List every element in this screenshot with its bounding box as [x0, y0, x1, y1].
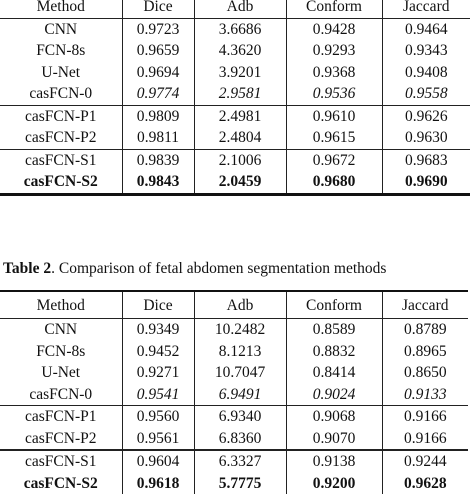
- method-cell: U-Net: [41, 63, 81, 81]
- adb-cell: 5.7775: [194, 473, 286, 495]
- jaccard-cell: 0.8965: [382, 341, 468, 363]
- adb-cell: 6.9340: [194, 406, 286, 428]
- column-header-jaccard: Jaccard: [382, 291, 468, 319]
- method-cell: casFCN-0: [29, 385, 93, 403]
- jaccard-cell: 0.9628: [382, 473, 468, 495]
- table-row: [0, 83, 470, 105]
- column-header-conform: Conform: [286, 291, 382, 319]
- dice-cell: 0.9839: [122, 149, 194, 171]
- caption-text: . Comparison of fetal abdomen segmentation methods: [51, 260, 387, 277]
- method-cell: casFCN-S1: [0, 450, 122, 473]
- adb-cell: 10.2482: [194, 319, 286, 341]
- table-caption: [3, 260, 386, 278]
- conform-cell: 0.9368: [286, 62, 382, 84]
- table-row: [0, 149, 470, 171]
- conform-cell: 0.9200: [286, 473, 382, 495]
- adb-cell: 8.1213: [194, 341, 286, 363]
- caption-label: Table 2: [3, 260, 52, 277]
- table-row: [0, 406, 468, 428]
- adb-cell: 3.6686: [194, 18, 286, 40]
- table-row: [0, 384, 468, 406]
- table-row: [0, 40, 470, 62]
- adb-cell: 3.9201: [194, 62, 286, 84]
- conform-cell: 0.9536: [286, 83, 382, 105]
- table-row: [0, 450, 468, 473]
- conform-cell: 0.9610: [286, 105, 382, 127]
- dice-cell: 0.9659: [122, 40, 194, 62]
- column-header-method: Method: [0, 291, 122, 319]
- column-header-conform: Conform: [286, 0, 382, 18]
- jaccard-cell: 0.8650: [382, 362, 468, 384]
- jaccard-cell: 0.9244: [382, 450, 468, 473]
- conform-cell: 0.9672: [286, 149, 382, 171]
- column-header-adb: Adb: [194, 291, 286, 319]
- conform-cell: 0.9068: [286, 406, 382, 428]
- table-row: [0, 473, 468, 495]
- jaccard-cell: 0.9343: [382, 40, 470, 62]
- table-row: [0, 341, 468, 363]
- method-cell: casFCN-P2: [25, 129, 97, 147]
- dice-cell: 0.9809: [122, 105, 194, 127]
- table-row: [0, 18, 470, 40]
- jaccard-cell: 0.9166: [382, 428, 468, 451]
- dice-cell: 0.9774: [122, 83, 194, 105]
- jaccard-cell: 0.9558: [382, 83, 470, 105]
- method-cell: FCN-8s: [36, 42, 86, 60]
- conform-cell: 0.8414: [286, 362, 382, 384]
- conform-cell: 0.9615: [286, 127, 382, 149]
- adb-cell: 6.3327: [194, 450, 286, 473]
- adb-cell: 2.4981: [194, 105, 286, 127]
- conform-cell: 0.9070: [286, 428, 382, 451]
- adb-cell: 2.0459: [194, 171, 286, 194]
- jaccard-cell: 0.9166: [382, 406, 468, 428]
- jaccard-cell: 0.9408: [382, 62, 470, 84]
- method-cell: CNN: [44, 20, 78, 38]
- jaccard-cell: 0.9464: [382, 18, 470, 40]
- dice-cell: 0.9541: [122, 384, 194, 406]
- column-header-adb: Adb: [194, 0, 286, 18]
- conform-cell: 0.8832: [286, 341, 382, 363]
- conform-cell: 0.9138: [286, 450, 382, 473]
- adb-cell: 2.1006: [194, 149, 286, 171]
- method-cell: casFCN-S2: [23, 474, 98, 492]
- dice-cell: 0.9694: [122, 62, 194, 84]
- table-header-row: [0, 0, 470, 18]
- column-header-dice: Dice: [122, 0, 194, 18]
- dice-cell: 0.9811: [122, 127, 194, 149]
- adb-cell: 10.7047: [194, 362, 286, 384]
- table-row: [0, 62, 470, 84]
- dice-cell: 0.9561: [122, 428, 194, 451]
- method-cell: CNN: [44, 321, 78, 339]
- table-row: [0, 105, 470, 127]
- dice-cell: 0.9604: [122, 450, 194, 473]
- method-cell: FCN-8s: [36, 342, 86, 360]
- adb-cell: 2.9581: [194, 83, 286, 105]
- method-cell: casFCN-0: [29, 85, 93, 103]
- dice-cell: 0.9618: [122, 473, 194, 495]
- conform-cell: 0.9024: [286, 384, 382, 406]
- table-row: [0, 127, 470, 149]
- table-header-row: [0, 291, 468, 319]
- method-cell: casFCN-S1: [0, 149, 122, 171]
- column-header-jaccard: Jaccard: [382, 0, 470, 18]
- column-header-method: Method: [0, 0, 122, 18]
- adb-cell: 2.4804: [194, 127, 286, 149]
- method-cell: U-Net: [41, 364, 81, 382]
- method-cell: casFCN-P2: [25, 429, 97, 447]
- results-table-2: [0, 290, 468, 494]
- results-table-1: [0, 0, 470, 196]
- conform-cell: 0.8589: [286, 319, 382, 341]
- dice-cell: 0.9452: [122, 341, 194, 363]
- dice-cell: 0.9843: [122, 171, 194, 194]
- conform-cell: 0.9680: [286, 171, 382, 194]
- conform-cell: 0.9428: [286, 18, 382, 40]
- table-row: [0, 428, 468, 451]
- method-cell: casFCN-S2: [23, 173, 98, 191]
- dice-cell: 0.9560: [122, 406, 194, 428]
- jaccard-cell: 0.8789: [382, 319, 468, 341]
- column-header-dice: Dice: [122, 291, 194, 319]
- method-cell: casFCN-P1: [0, 105, 122, 127]
- jaccard-cell: 0.9626: [382, 105, 470, 127]
- jaccard-cell: 0.9630: [382, 127, 470, 149]
- jaccard-cell: 0.9133: [382, 384, 468, 406]
- jaccard-cell: 0.9683: [382, 149, 470, 171]
- method-cell: casFCN-P1: [0, 406, 122, 428]
- adb-cell: 4.3620: [194, 40, 286, 62]
- adb-cell: 6.9491: [194, 384, 286, 406]
- conform-cell: 0.9293: [286, 40, 382, 62]
- table-row: [0, 319, 468, 341]
- adb-cell: 6.8360: [194, 428, 286, 451]
- table-row: [0, 362, 468, 384]
- dice-cell: 0.9349: [122, 319, 194, 341]
- dice-cell: 0.9271: [122, 362, 194, 384]
- dice-cell: 0.9723: [122, 18, 194, 40]
- table-row: [0, 171, 470, 194]
- jaccard-cell: 0.9690: [382, 171, 470, 194]
